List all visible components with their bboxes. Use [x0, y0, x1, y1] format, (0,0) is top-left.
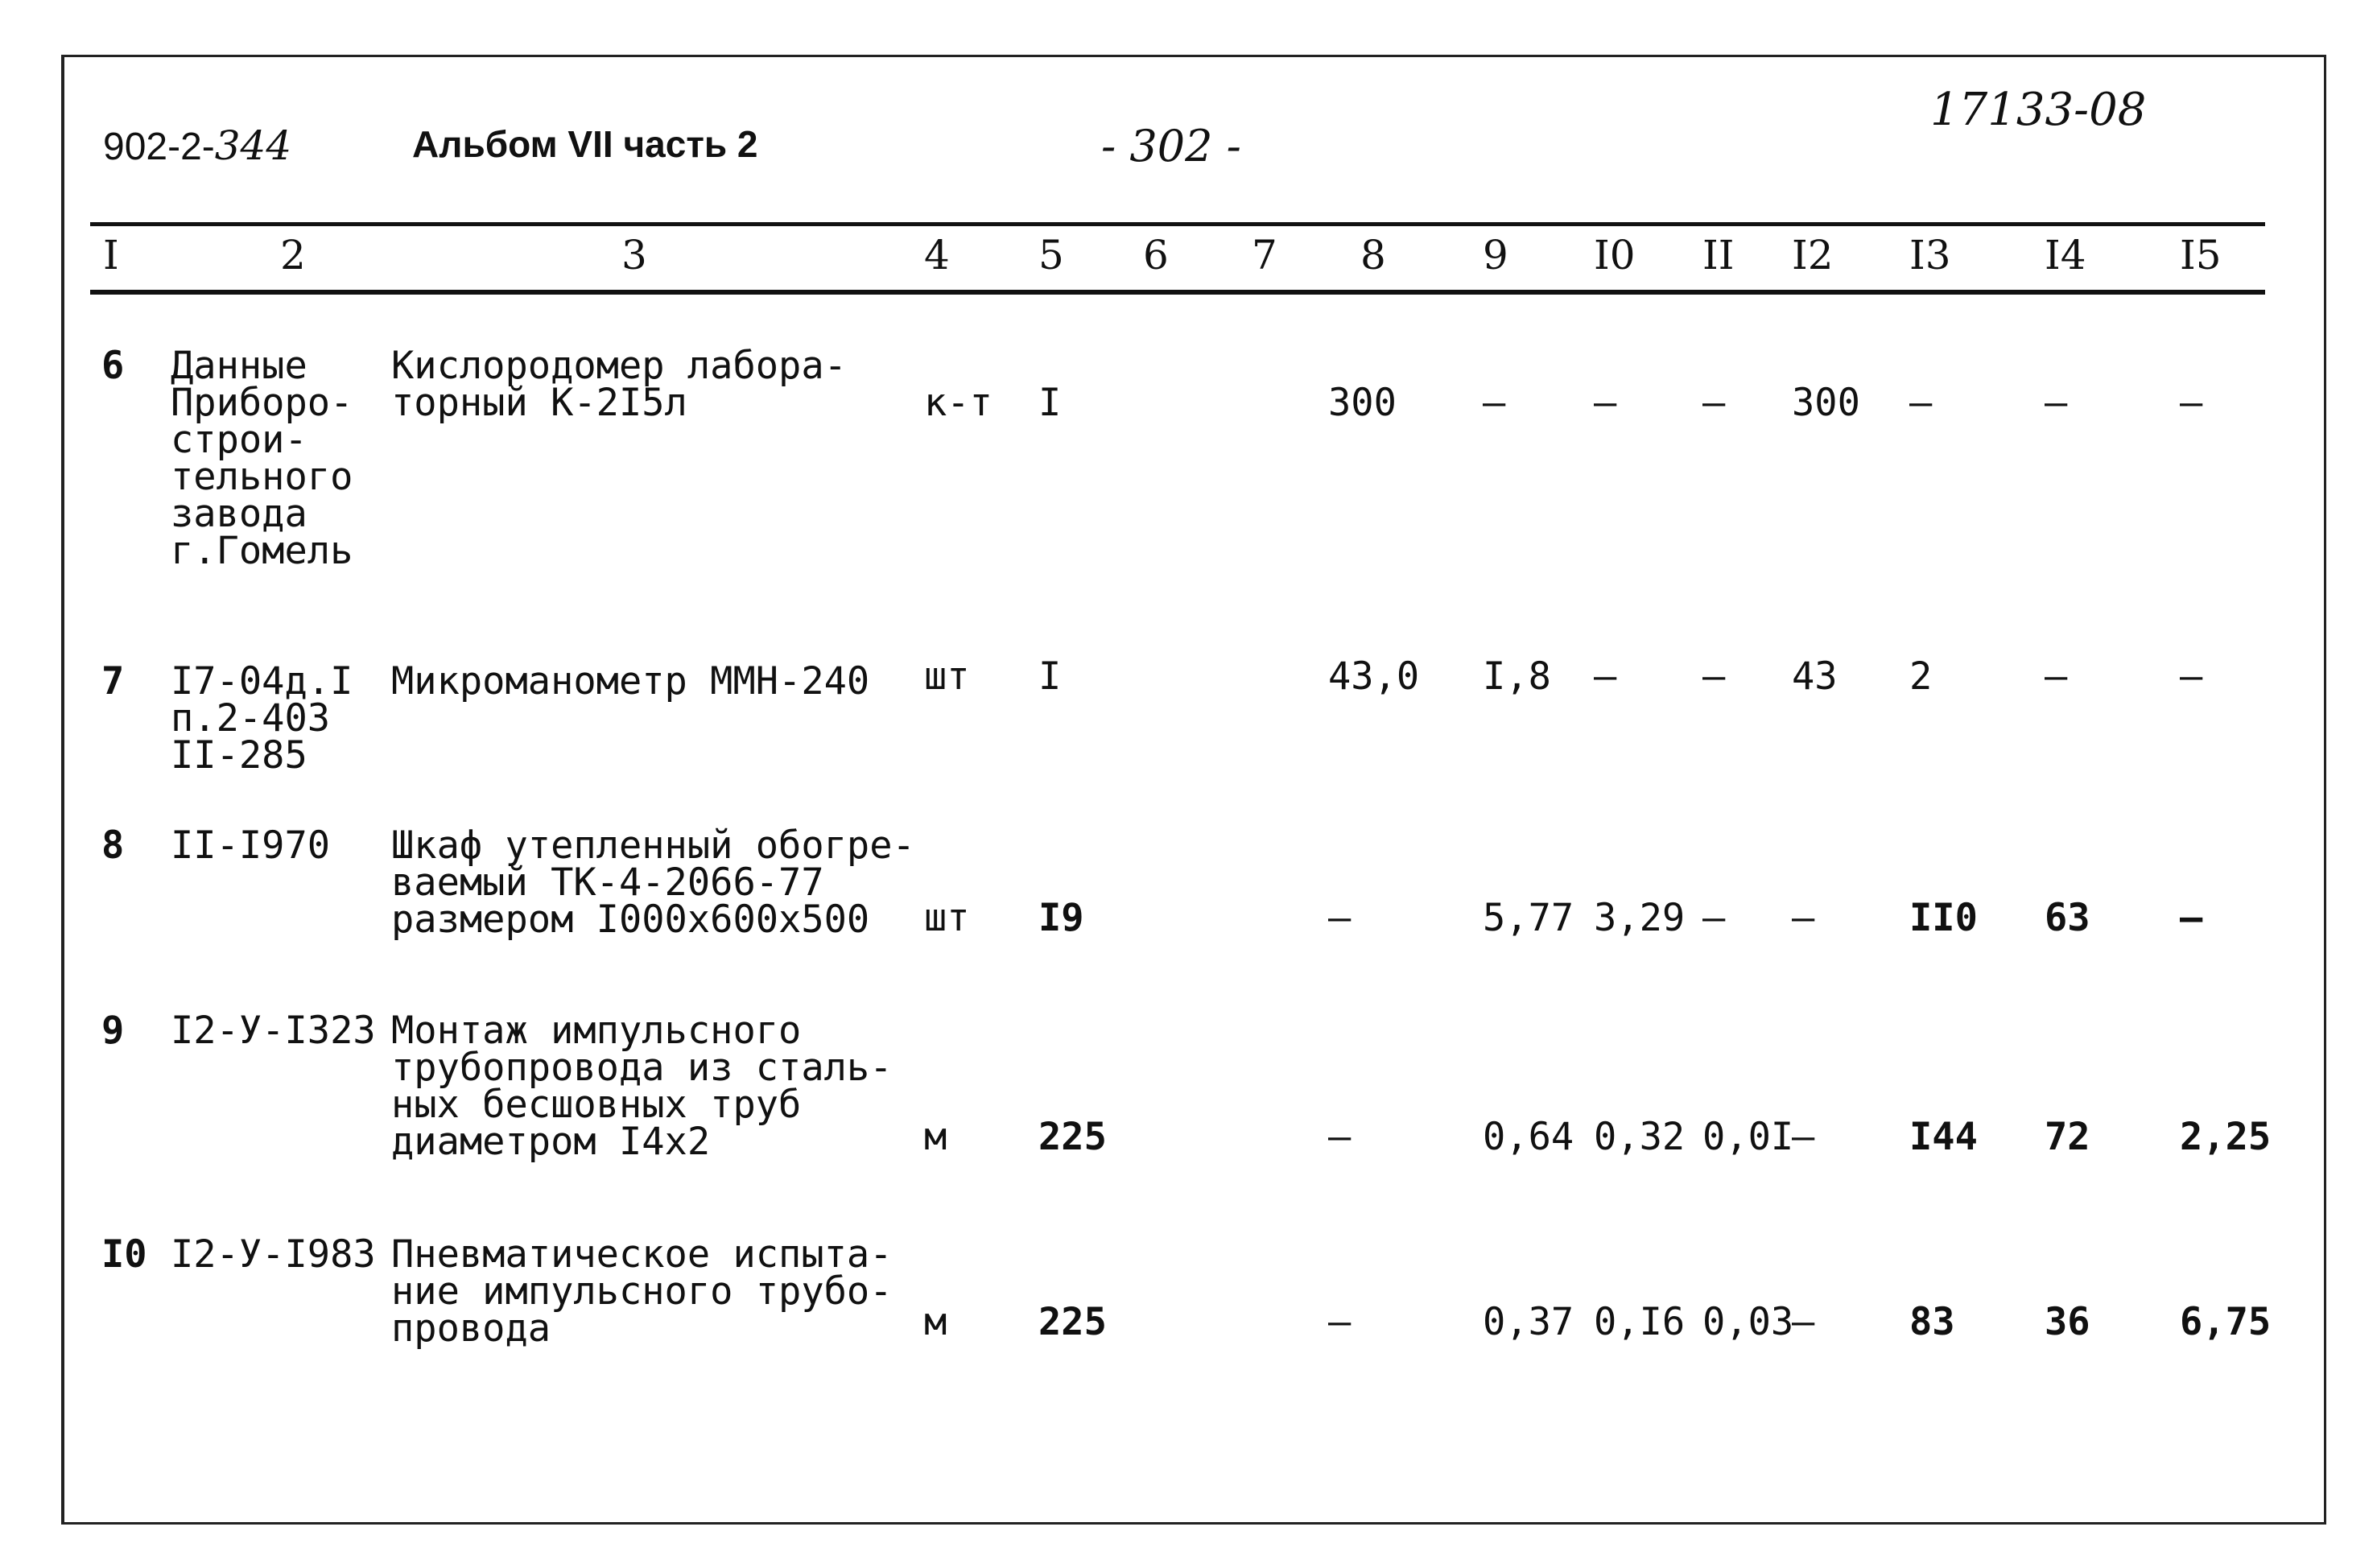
row-value-c8: – [1328, 896, 1352, 940]
table-top-rule [90, 222, 2265, 226]
row-value-c15: 2,25 [2180, 1115, 2272, 1159]
row-value-c12: – [1792, 1115, 1815, 1159]
row-name: Пневматическое испыта- ние импульсного трубо- провода [391, 1232, 893, 1351]
row-value-qty: I9 [1038, 896, 1084, 940]
row-value-c12: – [1792, 1300, 1815, 1344]
row-name: Кислородомер лабора- торный К-2I5л [391, 344, 847, 425]
row-source: I7-04д.I п.2-403 II-285 [171, 659, 353, 778]
column-number: I [103, 232, 119, 279]
row-value-c12: 43 [1792, 654, 1838, 699]
inventory-stamp: 17133-08 [1930, 84, 2147, 136]
row-value-c13: – [1909, 381, 1933, 425]
row-value-c14: 36 [2045, 1300, 2090, 1344]
row-value-qty: 225 [1038, 1300, 1107, 1344]
row-value-c10: – [1594, 654, 1617, 699]
row-value-qty: I [1038, 654, 1062, 699]
row-value-c14: – [2045, 654, 2068, 699]
row-value-c9: – [1483, 381, 1506, 425]
row-value-c8: 300 [1328, 381, 1397, 425]
column-number: 8 [1360, 232, 1386, 279]
row-value-c8: – [1328, 1115, 1352, 1159]
column-number: I5 [2180, 232, 2222, 279]
row-name: Микроманометр ММН-240 [391, 659, 870, 704]
row-source: I2-У-I323 [171, 1009, 376, 1053]
row-source: I2-У-I983 [171, 1232, 376, 1277]
row-value-c10: 3,29 [1594, 896, 1686, 940]
row-value-c11: – [1702, 896, 1726, 940]
row-value-unit: к-т [924, 381, 992, 425]
column-number: 7 [1252, 232, 1277, 279]
column-number: 4 [924, 232, 950, 279]
row-value-qty: 225 [1038, 1115, 1107, 1159]
document-code [103, 122, 291, 169]
row-value-c15: 6,75 [2180, 1300, 2272, 1344]
table-header-rule [90, 290, 2265, 295]
row-value-c13: 2 [1909, 654, 1933, 699]
row-value-qty: I [1038, 381, 1062, 425]
row-number: I0 [101, 1232, 147, 1277]
row-value-c11: 0,03 [1702, 1300, 1794, 1344]
row-value-unit: м [924, 1115, 947, 1159]
row-value-c11: – [1702, 654, 1726, 699]
column-number: I3 [1909, 232, 1951, 279]
row-value-c14: 63 [2045, 896, 2090, 940]
document-code-suffix: 344 [214, 122, 292, 169]
row-value-c12: 300 [1792, 381, 1860, 425]
row-value-c15: – [2180, 381, 2203, 425]
row-value-c14: – [2045, 381, 2068, 425]
page-number: - 302 - [1101, 121, 1241, 171]
row-number: 8 [101, 823, 125, 868]
row-value-unit: шт [924, 896, 970, 940]
column-number: I4 [2045, 232, 2086, 279]
row-value-c12: – [1792, 896, 1815, 940]
row-value-c9: 0,37 [1483, 1300, 1574, 1344]
row-source: Данные Приборо- строи- тельного завода г.Гомель [171, 344, 353, 573]
document-code-prefix: 902-2- [103, 126, 215, 168]
column-number: 2 [280, 232, 306, 279]
row-value-c8: 43,0 [1328, 654, 1420, 699]
row-source: II-I970 [171, 823, 331, 868]
row-number: 6 [101, 344, 125, 388]
row-number: 9 [101, 1009, 125, 1053]
row-value-c11: – [1702, 381, 1726, 425]
album-title: Альбом VII часть 2 [412, 123, 758, 165]
row-value-unit: м [924, 1300, 947, 1344]
row-number: 7 [101, 659, 125, 704]
row-value-c10: – [1594, 381, 1617, 425]
row-value-c11: 0,0I [1702, 1115, 1794, 1159]
column-number: 6 [1143, 232, 1169, 279]
row-value-c14: 72 [2045, 1115, 2090, 1159]
row-value-c9: I,8 [1483, 654, 1551, 699]
row-value-c8: – [1328, 1300, 1352, 1344]
column-number: 9 [1483, 232, 1508, 279]
row-name: Монтаж импульсного трубопровода из сталь- ных бесшовных труб диаметром I4х2 [391, 1009, 893, 1164]
row-value-c13: 83 [1909, 1300, 1955, 1344]
row-value-c10: 0,32 [1594, 1115, 1686, 1159]
row-value-c9: 0,64 [1483, 1115, 1574, 1159]
row-value-c15: – [2180, 896, 2203, 940]
column-number: II [1702, 232, 1735, 279]
column-number: I0 [1594, 232, 1636, 279]
row-value-unit: шт [924, 654, 970, 699]
row-name: Шкаф утепленный обогре- ваемый ТК-4-2066-77 размером I000х600х500 [391, 823, 915, 942]
row-value-c10: 0,I6 [1594, 1300, 1686, 1344]
column-number: I2 [1792, 232, 1834, 279]
column-number: 5 [1038, 232, 1064, 279]
row-value-c13: I44 [1909, 1115, 1978, 1159]
row-value-c13: II0 [1909, 896, 1978, 940]
row-value-c15: – [2180, 654, 2203, 699]
column-number: 3 [621, 232, 647, 279]
row-value-c9: 5,77 [1483, 896, 1574, 940]
